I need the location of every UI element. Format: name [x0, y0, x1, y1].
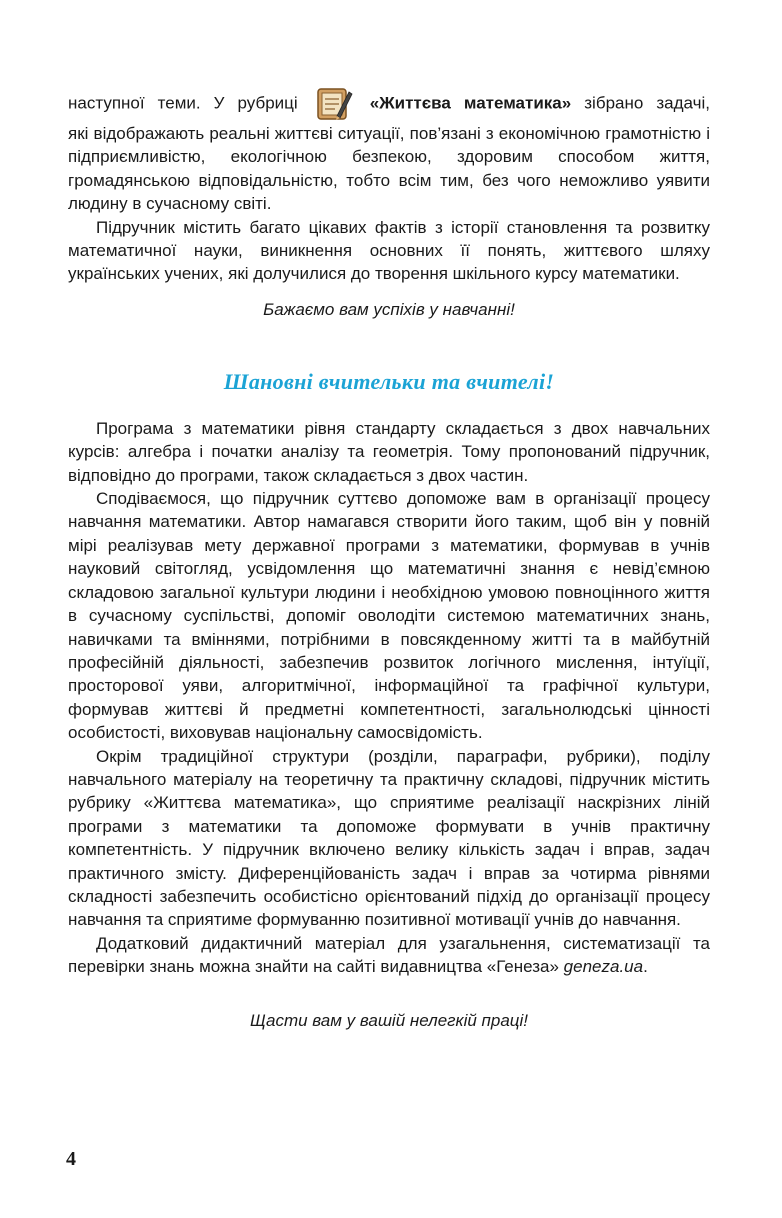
teachers-paragraph-4	[68, 932, 710, 979]
intro-first-line	[68, 86, 710, 122]
publisher-site-link[interactable]: geneza.ua	[563, 957, 644, 977]
intro-paragraph-2: Підручник містить багато цікавих фактів з історії становлення та розвитку математичної науки, виникнення основних її понять, життєвого шляху українських учених, які долучилися до творення шкільного курсу математики.	[68, 217, 710, 284]
teachers-paragraph-2: Сподіваємося, що підручник суттєво допоможе вам в організації процесу навчання математики. Автор намагався створити його таким, щоб він у повній мірі реалізував мету державної програми з математики, формував в учнів науковий світогляд, усвідомлення що математичні знання є невід’ємною складовою загальної культури людини і необхідною умовою повноцінного життя в сучасному суспільстві, допоміг оволодіти системою математичних знань, навичками та вміннями, потрібними в повсякденному житті та в майбутній професійній діяльності, забезпечив розвиток логічного мислення, інтуїції, просторової уяви, алгоритмічної, інформаційної та графічної культури, формував життєві й предметні компетентності, загальнолюдські цінності особистості, виховував національну самосвідомість.	[68, 489, 710, 743]
intro-line1-before: наступної теми. У рубриці	[68, 93, 298, 113]
student-wish: Бажаємо вам успіхів у навчанні!	[263, 299, 515, 319]
intro-line1-after: зібрано задачі,	[584, 93, 710, 113]
teachers-paragraph-1: Програма з математики рівня стандарту складається з двох навчальних курсів: алгебра і початки аналізу та геометрія. Тому пропонований підручник, відповідно до програми, також складається з двох частин.	[68, 418, 710, 485]
teachers-heading: Шановні вчительки та вчителі!	[223, 368, 555, 394]
teachers-paragraph-3: Окрім традиційної структури (розділи, параграфи, рубрики), поділу навчального матеріалу на теоретичну та практичну складові, підручник містить рубрику «Життєва математика», що сприятиме реалізації наскрізних ліній програми з математики та допоможе формувати в учнів практичну компетентність. У підручник включено велику кількість задач і вправ, задач практичного змісту. Диференційованість задач і вправ за чотирма рівнями складності забезпечить особистісно орієнтований підхід до організації процесу навчання та сприятиме формуванню позитивної мотивації учнів до навчання.	[68, 746, 710, 930]
life-math-rubric-icon	[315, 86, 353, 122]
rubric-name: «Життєва математика»	[369, 93, 572, 113]
intro-paragraph-rest: які відображають реальні життєві ситуації, пов’язані з економічною грамотністю і підприємливістю, екологічною безпекою, здоровим способом життя, громадянською відповідальністю, тобто всім тим, без чого неможливо уявити людину в сучасному світі.	[68, 124, 710, 214]
p4-text: Додатковий дидактичний матеріал для узагальнення, систематизації та перевірки знань можна знайти на сайті видавництва «Генеза»	[68, 933, 710, 977]
teacher-wish: Щасти вам у вашій нелегкій праці!	[249, 1010, 529, 1030]
page-content	[68, 86, 710, 1032]
p4-end: .	[643, 957, 648, 977]
page-number: 4	[66, 1148, 76, 1170]
